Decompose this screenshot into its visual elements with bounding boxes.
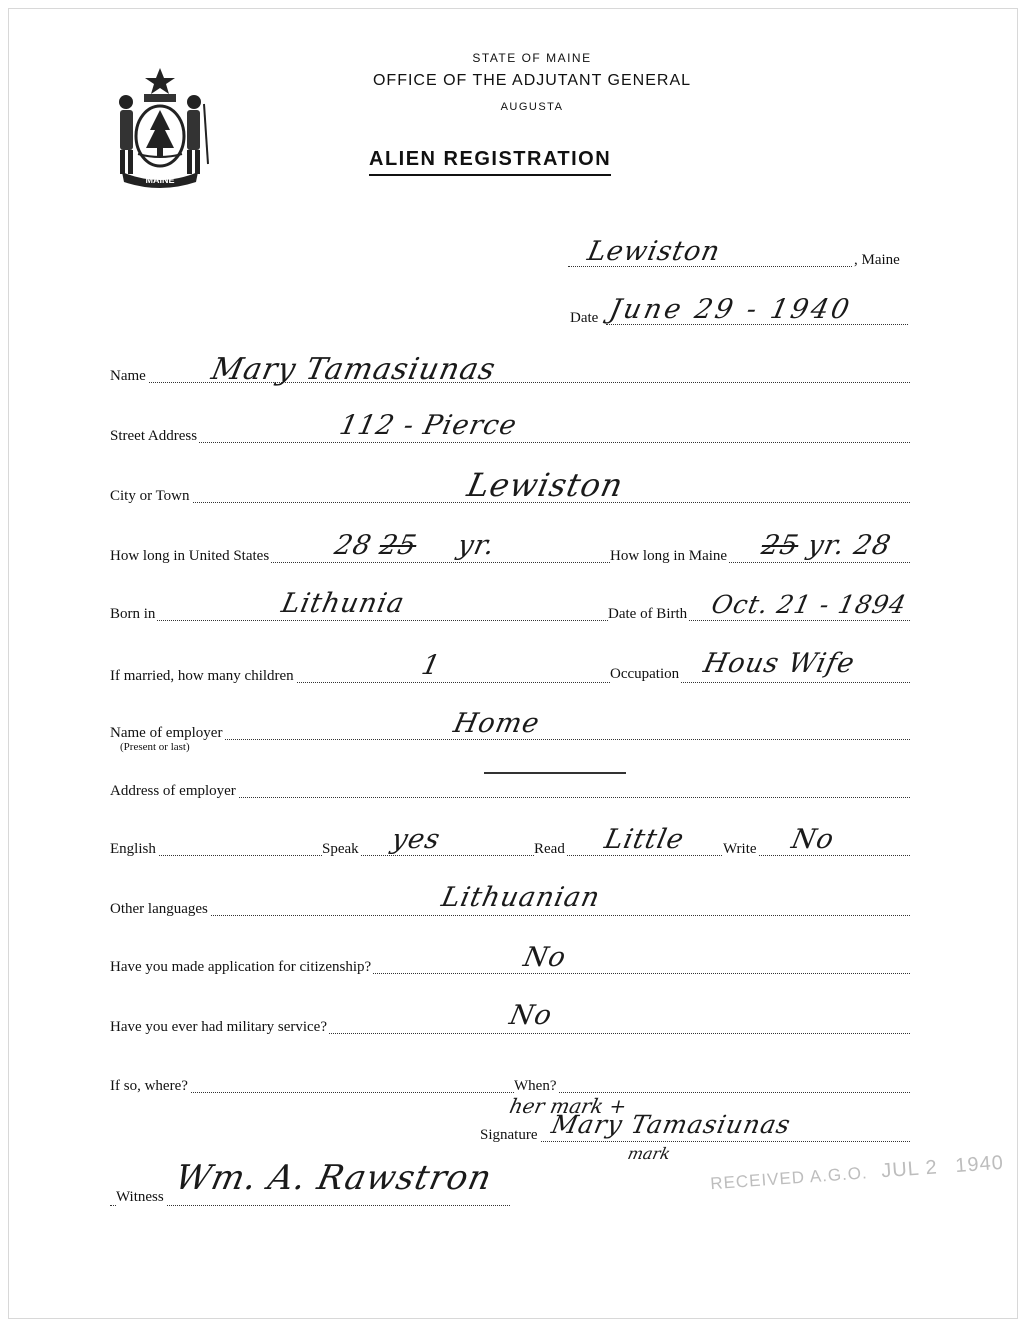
write-value: No xyxy=(788,824,838,855)
seal-text: MAINE xyxy=(145,175,175,185)
years-maine-struck: 25 xyxy=(758,530,802,561)
employer-address-dash xyxy=(484,772,626,774)
when-label: When? xyxy=(514,1078,557,1094)
occupation-value: Hous Wife xyxy=(700,648,858,679)
city-value: Lewiston xyxy=(463,466,628,504)
citizenship-label: Have you made application for citizenship? xyxy=(110,959,372,975)
place-value: Lewiston xyxy=(584,236,724,267)
military-value: No xyxy=(506,1000,556,1031)
years-maine-label: How long in Maine xyxy=(610,548,728,564)
write-label: Write xyxy=(723,841,757,857)
signature-label: Signature xyxy=(480,1127,538,1143)
languages-label: Other languages xyxy=(110,901,208,917)
employer-value: Home xyxy=(450,708,543,739)
stamp-date: JUL 2 xyxy=(880,1156,939,1183)
signature-mark-text: her mark + xyxy=(507,1094,629,1118)
place-label: , Maine xyxy=(854,252,900,268)
where-label: If so, where? xyxy=(110,1078,188,1094)
header-office: OFFICE OF THE ADJUTANT GENERAL xyxy=(372,72,692,89)
occupation-label: Occupation xyxy=(610,666,680,682)
signature-line xyxy=(480,1141,910,1142)
read-value: Little xyxy=(601,824,688,855)
name-label: Name xyxy=(110,368,146,384)
witness-line xyxy=(110,1205,510,1206)
header-city: AUGUSTA xyxy=(500,101,564,113)
date-label: Date xyxy=(570,310,599,326)
born-label: Born in xyxy=(110,606,156,622)
born-line xyxy=(110,620,910,621)
witness-label: Witness xyxy=(116,1189,164,1205)
form-title: ALIEN REGISTRATION xyxy=(369,148,611,176)
name-value: Mary Tamasiunas xyxy=(208,352,499,387)
dob-value: Oct. 21 - 1894 xyxy=(708,590,910,619)
languages-value: Lithuanian xyxy=(438,882,604,913)
military-label: Have you ever had military service? xyxy=(110,1019,327,1035)
dob-label: Date of Birth xyxy=(608,606,688,622)
where-line xyxy=(110,1092,910,1093)
employer-address-label: Address of employer xyxy=(110,783,236,799)
stamp-text: RECEIVED A.G.O. xyxy=(709,1163,869,1194)
years-us-label: How long in United States xyxy=(110,548,270,564)
employer-sublabel: (Present or last) xyxy=(120,741,190,753)
english-label: English xyxy=(110,841,156,857)
english-line xyxy=(110,855,910,856)
years-us-value: 28 xyxy=(331,530,375,561)
page-border xyxy=(8,8,1018,1319)
children-value: 1 xyxy=(418,650,444,681)
speak-label: Speak xyxy=(322,841,359,857)
years-maine-value: yr. 28 xyxy=(804,530,895,561)
languages-line xyxy=(110,915,910,916)
citizenship-value: No xyxy=(520,942,570,973)
speak-value: yes xyxy=(388,824,444,855)
children-label: If married, how many children xyxy=(110,668,294,684)
signature-value: Mary Tamasiunas xyxy=(548,1110,794,1139)
years-us-suffix: yr. xyxy=(454,530,499,561)
street-line xyxy=(110,442,910,443)
stamp-year: 1940 xyxy=(954,1151,1005,1178)
date-value: June 29 - 1940 xyxy=(606,294,855,325)
street-value: 112 - Pierce xyxy=(336,410,520,441)
years-us-struck: 25 xyxy=(376,530,420,561)
street-label: Street Address xyxy=(110,428,198,444)
signature-mark-below: mark xyxy=(625,1144,673,1163)
read-label: Read xyxy=(534,841,565,857)
witness-value: Wm. A. Rawstron xyxy=(171,1158,496,1198)
header-state: STATE OF MAINE xyxy=(472,51,592,65)
city-label: City or Town xyxy=(110,488,190,504)
born-value: Lithunia xyxy=(278,588,408,619)
employer-label: Name of employer xyxy=(110,725,223,741)
employer-line xyxy=(110,739,910,740)
